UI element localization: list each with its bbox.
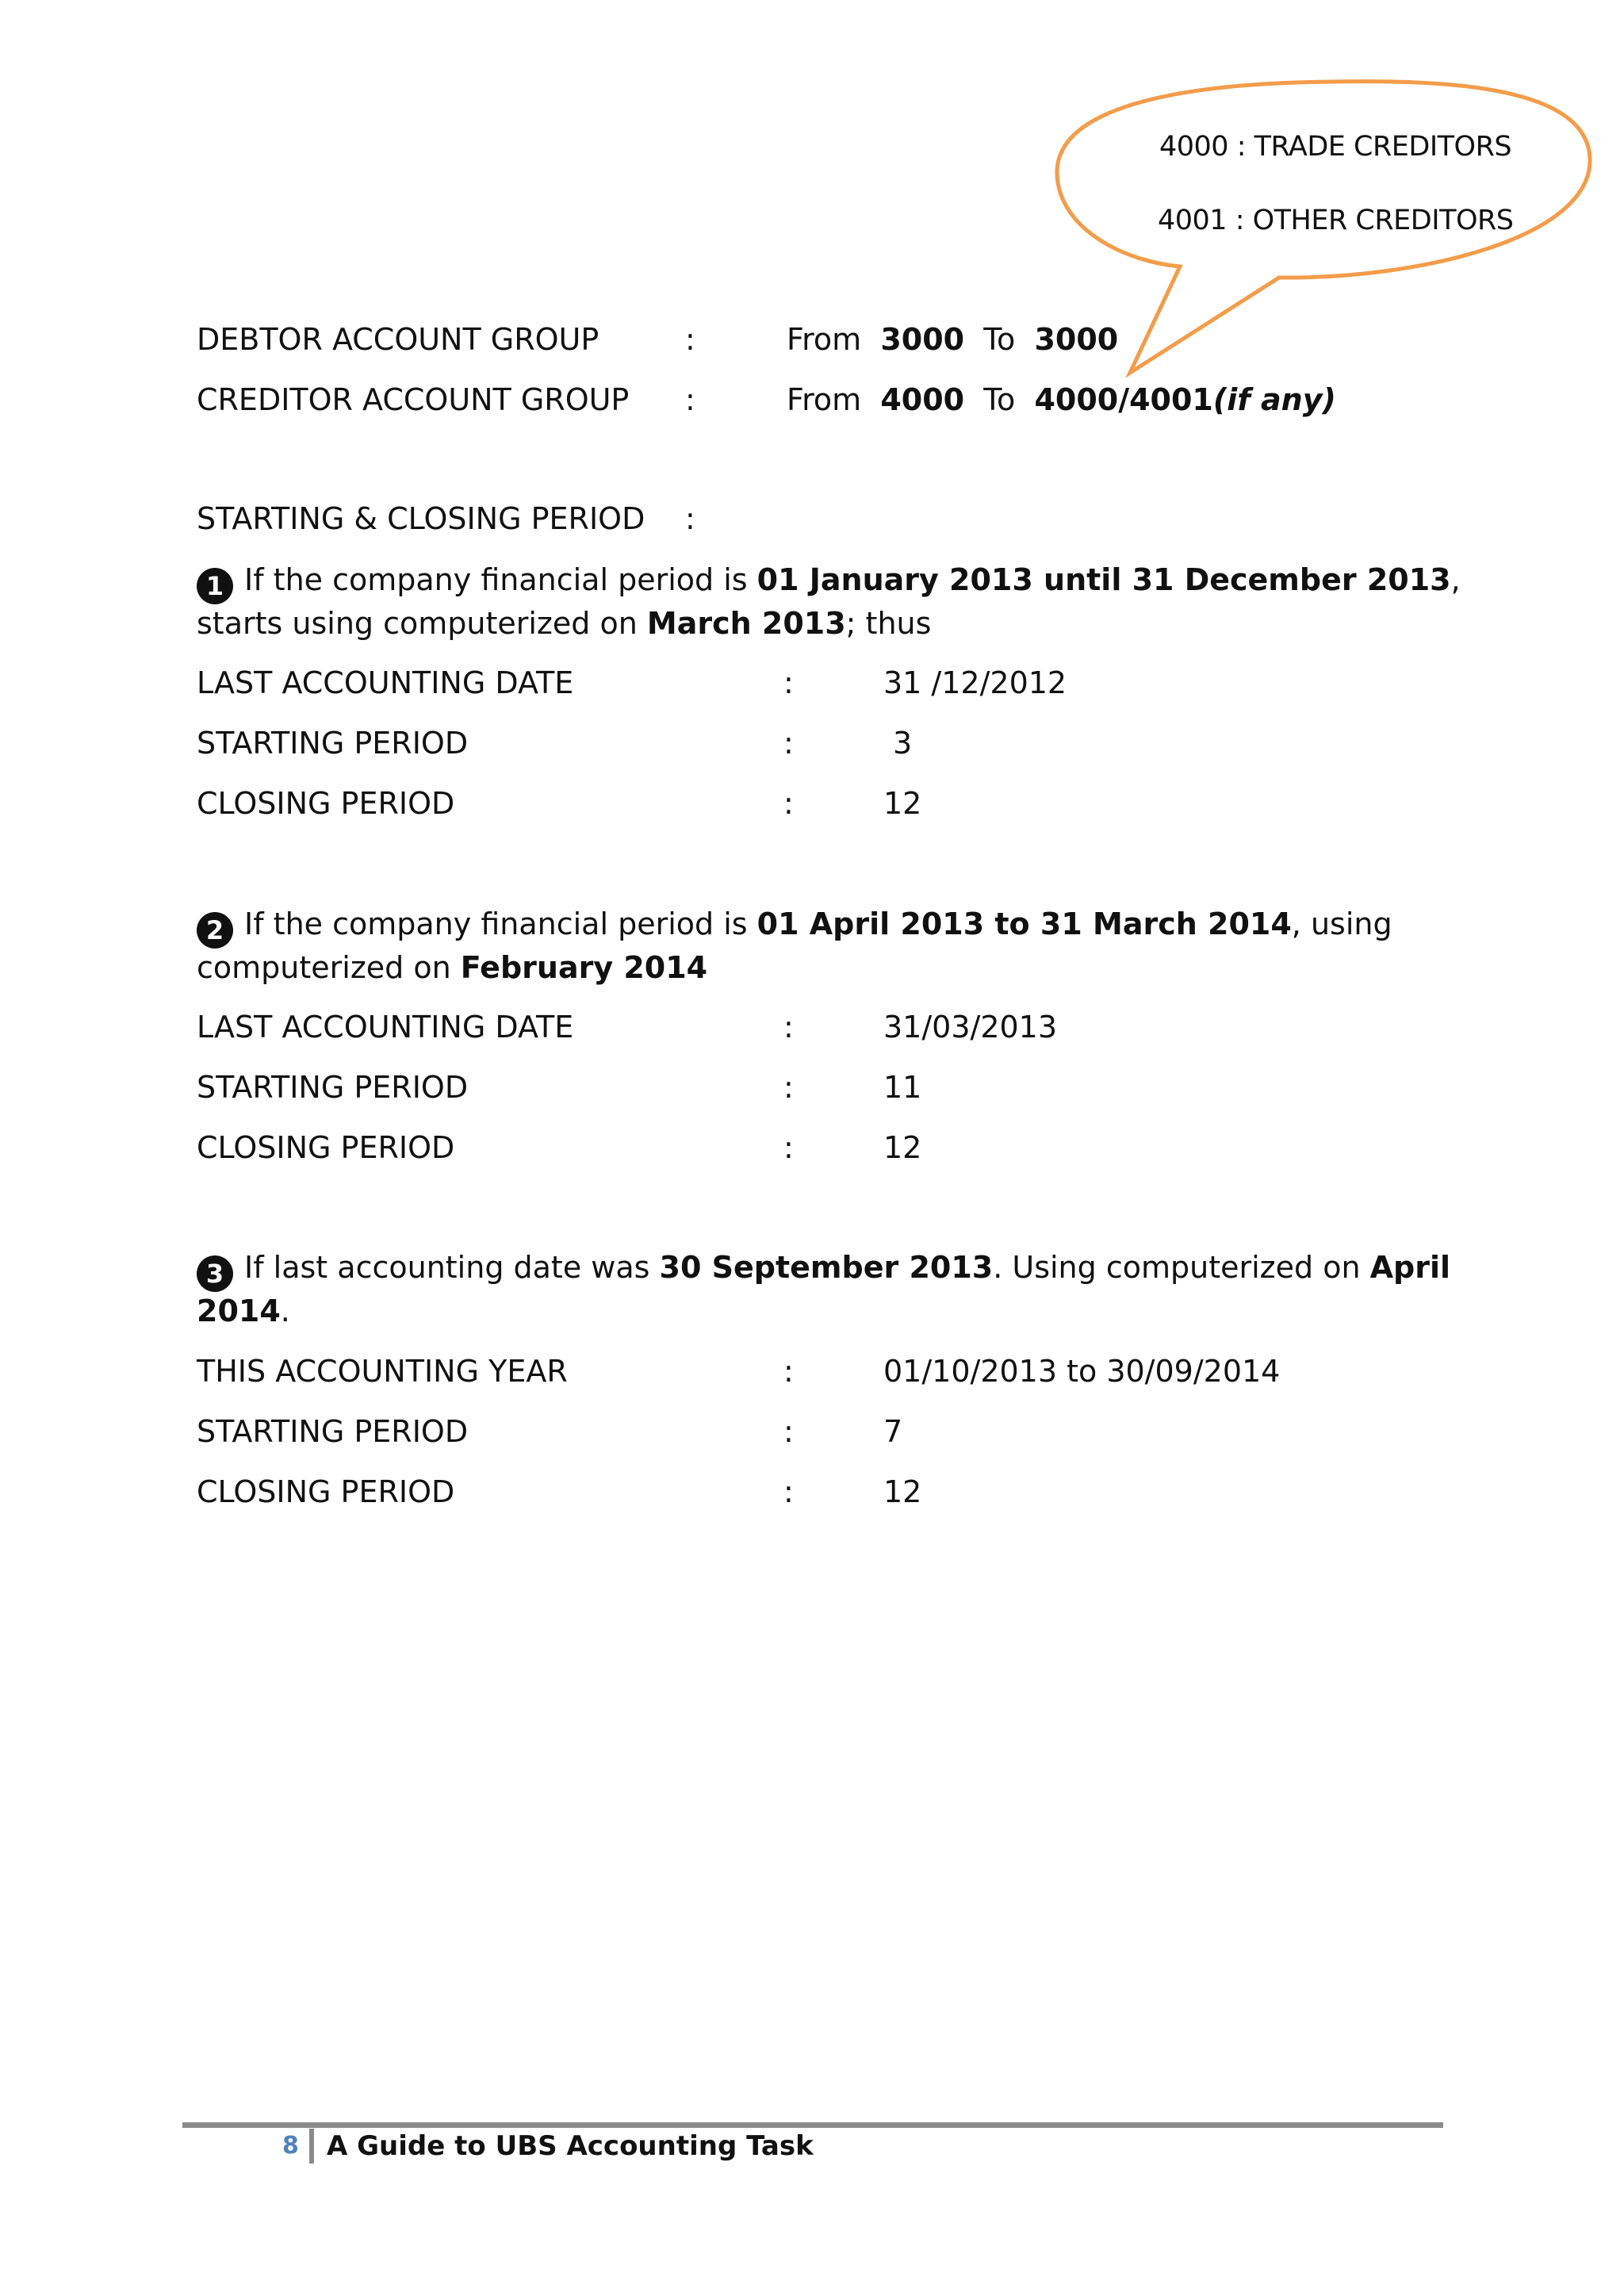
creditor-group-range — [787, 381, 1336, 419]
number-3-icon: 3 — [197, 1255, 233, 1292]
example-2-row-3-colon: : — [783, 1130, 794, 1165]
example-3-row-3-value: 12 — [883, 1474, 922, 1509]
example-1-line-1: 1 If the company financial period is 01 January 2013 until 31 December 2013, — [197, 561, 1461, 604]
number-2-icon: 2 — [197, 912, 233, 949]
callout-trade-creditors: 4000 : TRADE CREDITORS — [1159, 131, 1512, 163]
footer-rule — [182, 2122, 1443, 2128]
footer-separator — [309, 2129, 314, 2164]
example-2-line-2: computerized on February 2014 — [197, 950, 708, 985]
debtor-to-word: To — [983, 322, 1016, 357]
page-number: 8 — [282, 2132, 299, 2160]
creditor-from-value: 4000 — [880, 382, 965, 417]
footer-title: A Guide to UBS Accounting Task — [327, 2130, 814, 2162]
example-1-row-2-colon: : — [783, 726, 794, 761]
example-3-line-2: 2014. — [197, 1294, 290, 1328]
debtor-from-value: 3000 — [880, 322, 965, 357]
example-3-row-1-label: THIS ACCOUNTING YEAR — [197, 1354, 568, 1389]
creditor-to-word: To — [983, 382, 1016, 417]
number-1-icon: 1 — [197, 568, 233, 604]
example-2-row-3-value: 12 — [883, 1130, 922, 1165]
example-3-line-1: 3 If last accounting date was 30 September 2013. Using computerized on April — [197, 1248, 1450, 1292]
debtor-to-value: 3000 — [1034, 322, 1119, 357]
example-3-row-2-label: STARTING PERIOD — [197, 1414, 469, 1449]
example-1-row-1-colon: : — [783, 665, 794, 700]
creditor-note: (if any) — [1212, 382, 1336, 417]
period-heading: STARTING & CLOSING PERIOD — [197, 501, 645, 536]
example-2-line-1: 2 If the company financial period is 01 April 2013 to 31 March 2014, using — [197, 905, 1392, 949]
example-1-row-1-label: LAST ACCOUNTING DATE — [197, 665, 574, 700]
example-3-row-1-colon: : — [783, 1354, 794, 1389]
example-3-row-1-value: 01/10/2013 to 30/09/2014 — [883, 1354, 1281, 1389]
example-3-row-2-colon: : — [783, 1414, 794, 1449]
creditor-from-word: From — [787, 382, 862, 417]
period-heading-colon: : — [685, 501, 695, 536]
creditor-group-colon: : — [685, 382, 695, 417]
example-2-row-2-label: STARTING PERIOD — [197, 1070, 469, 1105]
example-2-row-1-label: LAST ACCOUNTING DATE — [197, 1010, 574, 1045]
example-2-row-1-value: 31/03/2013 — [883, 1010, 1058, 1045]
example-1-row-3-label: CLOSING PERIOD — [197, 786, 455, 821]
example-3-row-3-colon: : — [783, 1474, 794, 1509]
debtor-group-colon: : — [685, 322, 695, 357]
example-2-row-2-colon: : — [783, 1070, 794, 1105]
example-3-row-3-label: CLOSING PERIOD — [197, 1474, 455, 1509]
callout-other-creditors: 4001 : OTHER CREDITORS — [1158, 205, 1514, 236]
creditor-group-label: CREDITOR ACCOUNT GROUP — [197, 382, 630, 417]
example-3-row-2-value: 7 — [883, 1414, 903, 1449]
example-1-row-2-label: STARTING PERIOD — [197, 726, 469, 761]
creditor-to-value: 4000/4001 — [1034, 382, 1213, 417]
example-2-row-2-value: 11 — [883, 1070, 922, 1105]
debtor-from-word: From — [787, 322, 862, 357]
example-1-row-2-value: 3 — [893, 726, 913, 761]
example-1-row-3-value: 12 — [883, 786, 922, 821]
example-1-row-3-colon: : — [783, 786, 794, 821]
debtor-group-label: DEBTOR ACCOUNT GROUP — [197, 322, 599, 357]
debtor-group-range — [787, 320, 1118, 358]
example-1-line-2: starts using computerized on March 2013; thus — [197, 606, 932, 641]
example-2-row-3-label: CLOSING PERIOD — [197, 1130, 455, 1165]
example-2-row-1-colon: : — [783, 1010, 794, 1045]
example-1-row-1-value: 31 /12/2012 — [883, 665, 1067, 700]
